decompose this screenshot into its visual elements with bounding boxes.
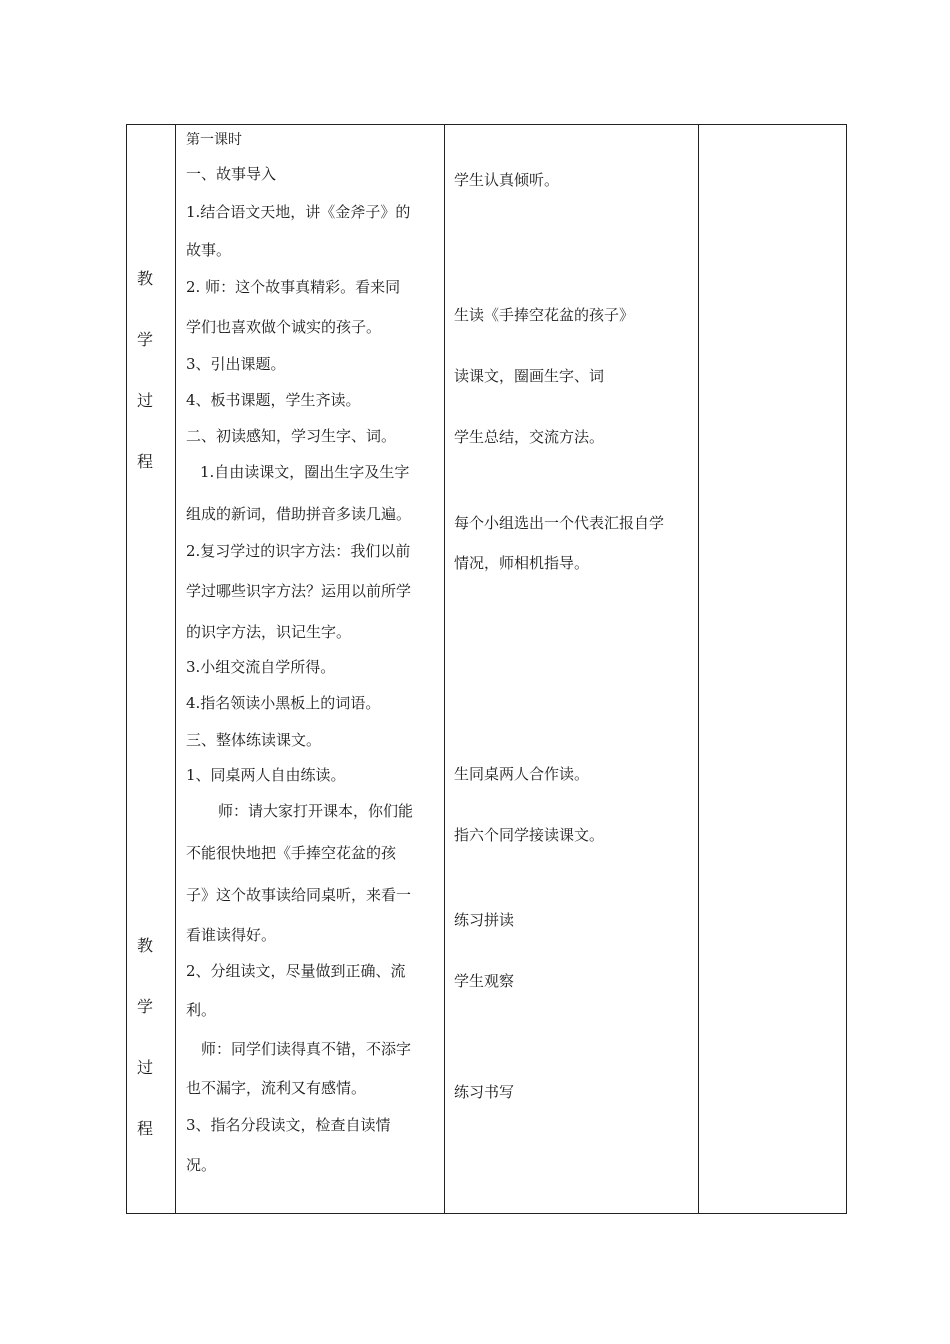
teacher-line: 1、同桌两人自由练读。 bbox=[186, 766, 346, 784]
student-line: 生读《手捧空花盆的孩子》 bbox=[454, 306, 635, 324]
column-divider bbox=[698, 125, 699, 1213]
left-label-char: 程 bbox=[137, 1119, 154, 1138]
teacher-line: 学过哪些识字方法？运用以前所学 bbox=[186, 582, 412, 600]
teacher-line: 也不漏字，流利又有感情。 bbox=[186, 1079, 367, 1097]
teacher-line: 看谁读得好。 bbox=[186, 926, 277, 944]
left-label-char: 过 bbox=[137, 1058, 154, 1077]
teacher-line: 的识字方法，识记生字。 bbox=[186, 623, 352, 641]
teacher-line: 2. 师：这个故事真精彩。看来同 bbox=[186, 278, 401, 296]
student-line: 每个小组选出一个代表汇报自学 bbox=[454, 514, 665, 532]
teacher-line: 况。 bbox=[186, 1156, 217, 1174]
teacher-line: 学们也喜欢做个诚实的孩子。 bbox=[186, 318, 382, 336]
teacher-line: 3、指名分段读文，检查自读情 bbox=[186, 1116, 391, 1134]
teacher-line: 1.自由读课文，圈出生字及生字 bbox=[200, 463, 410, 481]
left-label-char: 教 bbox=[137, 269, 154, 288]
left-label-char: 学 bbox=[137, 330, 154, 349]
teacher-line: 三、整体练读课文。 bbox=[186, 731, 322, 749]
left-label-char: 过 bbox=[137, 391, 154, 410]
teacher-line: 师：请大家打开课本，你们能 bbox=[218, 802, 414, 820]
teacher-line: 组成的新词，借助拼音多读几遍。 bbox=[186, 505, 412, 523]
student-line: 学生总结，交流方法。 bbox=[454, 428, 605, 446]
student-line: 读课文，圈画生字、词 bbox=[454, 367, 605, 385]
teacher-line: 2、分组读文，尽量做到正确、流 bbox=[186, 962, 406, 980]
student-line: 练习书写 bbox=[454, 1083, 515, 1101]
teacher-line: 2.复习学过的识字方法：我们以前 bbox=[186, 542, 411, 560]
teacher-line: 4、板书课题，学生齐读。 bbox=[186, 391, 361, 409]
teacher-line: 不能很快地把《手捧空花盆的孩 bbox=[186, 844, 397, 862]
student-line: 指六个同学接读课文。 bbox=[454, 826, 605, 844]
teacher-line: 第一课时 bbox=[186, 132, 242, 148]
teacher-line: 二、初读感知，学习生字、词。 bbox=[186, 427, 397, 445]
student-line: 情况，师相机指导。 bbox=[454, 554, 590, 572]
left-label-char: 学 bbox=[137, 997, 154, 1016]
left-label-char: 程 bbox=[137, 452, 154, 471]
student-line: 学生观察 bbox=[454, 972, 515, 990]
teacher-line: 一、故事导入 bbox=[186, 165, 277, 183]
student-line: 学生认真倾听。 bbox=[454, 171, 560, 189]
teacher-line: 师：同学们读得真不错，不添字 bbox=[201, 1040, 412, 1058]
column-divider bbox=[444, 125, 445, 1213]
teacher-line: 利。 bbox=[186, 1001, 217, 1019]
teacher-line: 1.结合语文天地，讲《金斧子》的 bbox=[186, 203, 411, 221]
student-line: 生同桌两人合作读。 bbox=[454, 765, 590, 783]
left-label-char: 教 bbox=[137, 936, 154, 955]
teacher-line: 3、引出课题。 bbox=[186, 355, 286, 373]
student-line: 练习拼读 bbox=[454, 911, 515, 929]
teacher-line: 故事。 bbox=[186, 241, 232, 259]
column-divider bbox=[175, 125, 176, 1213]
teacher-line: 3.小组交流自学所得。 bbox=[186, 658, 336, 676]
teacher-line: 4.指名领读小黑板上的词语。 bbox=[186, 694, 381, 712]
teacher-line: 子》这个故事读给同桌听，来看一 bbox=[186, 886, 412, 904]
